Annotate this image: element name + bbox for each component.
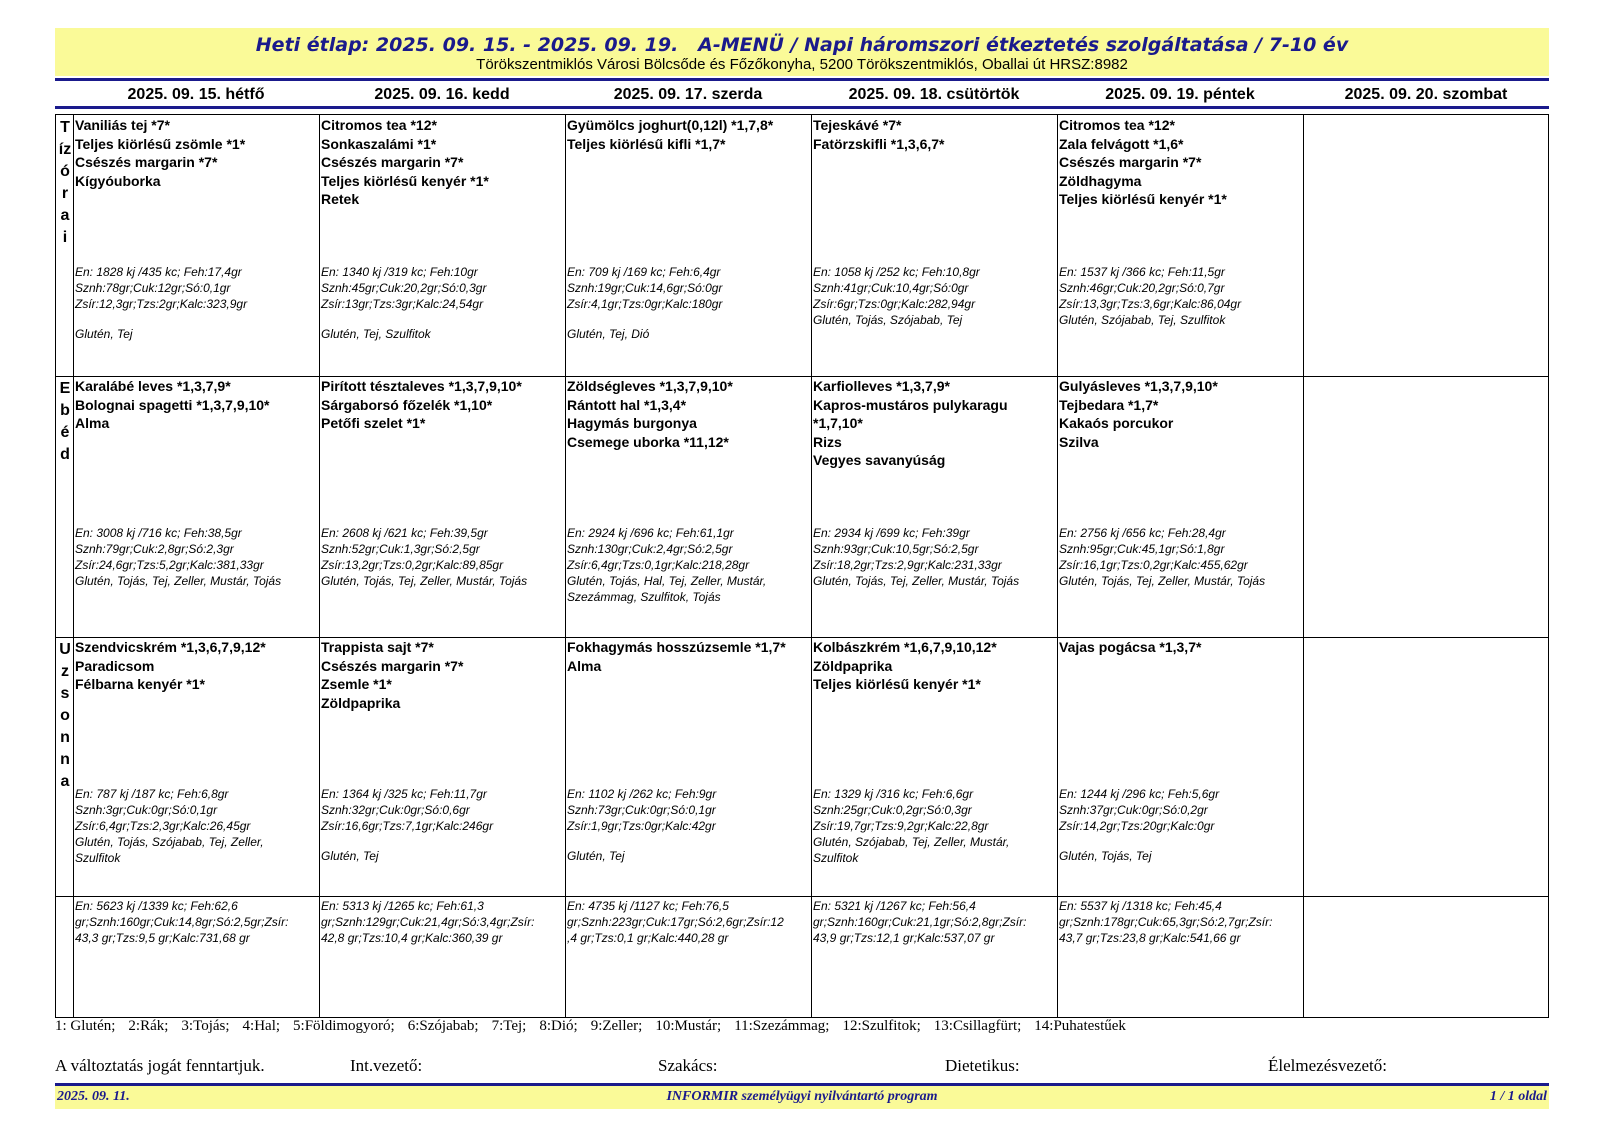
food-item: Teljes kiörlésű zsömle *1* <box>75 135 246 152</box>
nutrition-line: Sznh:32gr;Cuk:0gr;Só:0,6gr <box>321 803 470 817</box>
allergen-line: Glutén, Tej <box>75 327 133 341</box>
nutrition-line: En: 1244 kj /296 kc; Feh:5,6gr <box>1059 787 1220 801</box>
program-name: INFORMIR személyügyi nyilvántartó program <box>666 1089 938 1104</box>
nutrition-line: Sznh:93gr;Cuk:10,5gr;Só:2,5gr <box>813 542 979 556</box>
food-items <box>75 116 318 190</box>
food-item: Szilva <box>1059 433 1099 450</box>
food-item: Pirított tésztaleves *1,3,7,9,10* <box>321 378 522 394</box>
meal-label-letter: n <box>60 751 70 768</box>
allergen-legend-item: 9:Zeller; <box>590 1018 643 1034</box>
allergen-legend-item: 11:Szezámmag; <box>734 1018 830 1034</box>
daily-total-line: En: 4735 kj /1127 kc; Feh:76,5 <box>567 899 729 913</box>
food-item: Vajas pogácsa *1,3,7* <box>1059 639 1202 655</box>
nutrition-line: En: 787 kj /187 kc; Feh:6,8gr <box>75 787 229 801</box>
menu-cell <box>1059 638 1302 895</box>
allergen-line: Glutén, Tej <box>567 849 625 863</box>
food-item: Bolognai spagetti *1,3,7,9,10* <box>75 396 270 413</box>
food-items <box>813 638 1056 694</box>
signature-szakacs: Szakács: <box>658 1056 718 1075</box>
allergen-line: Glutén, Tojás, Tej <box>1059 849 1152 863</box>
day-header: 2025. 09. 15. hétfő <box>127 86 265 103</box>
nutrition-line: Sznh:79gr;Cuk:2,8gr;Só:2,3gr <box>75 542 234 556</box>
nutrition-line: En: 1058 kj /252 kc; Feh:10,8gr <box>813 265 980 279</box>
nutrition-line: Zsír:14,2gr;Tzs:20gr;Kalc:0gr <box>1059 819 1215 833</box>
nutrition-info <box>567 525 766 605</box>
food-item: Rizs <box>813 433 842 450</box>
meal-label-letter: r <box>61 185 69 202</box>
food-item: Fatörzskifli *1,3,6,7* <box>813 135 945 152</box>
header-divider <box>55 78 1549 81</box>
nutrition-info <box>75 786 264 866</box>
meal-label <box>56 117 74 249</box>
nutrition-line: Sznh:73gr;Cuk:0gr;Só:0,1gr <box>567 803 716 817</box>
meal-label-letter: U <box>59 641 71 658</box>
meal-label-letter: d <box>60 446 70 463</box>
allergen-line: Szulfitok <box>813 851 859 865</box>
food-items <box>813 116 1056 153</box>
nutrition-line: Sznh:25gr;Cuk:0,2gr;Só:0,3gr <box>813 803 972 817</box>
day-header: 2025. 09. 18. csütörtök <box>848 86 1020 103</box>
allergen-line: Glutén, Tojás, Hal, Tej, Zeller, Mustár, <box>567 574 767 588</box>
nutrition-info <box>813 525 1019 589</box>
food-items <box>321 116 564 209</box>
nutrition-line: Sznh:130gr;Cuk:2,4gr;Só:2,5gr <box>567 542 733 556</box>
nutrition-line: En: 2934 kj /699 kc; Feh:39gr <box>813 526 970 540</box>
nutrition-line: Sznh:52gr;Cuk:1,3gr;Só:2,5gr <box>321 542 480 556</box>
nutrition-line: Zsír:19,7gr;Tzs:9,2gr;Kalc:22,8gr <box>813 819 989 833</box>
nutrition-line: En: 1102 kj /262 kc; Feh:9gr <box>567 787 717 801</box>
menu-cell <box>1305 116 1548 375</box>
food-item: Zöldpaprika <box>813 657 893 674</box>
nutrition-line: Sznh:19gr;Cuk:14,6gr;Só:0gr <box>567 281 723 295</box>
daily-total <box>321 898 564 946</box>
nutrition-line: Sznh:3gr;Cuk:0gr;Só:0,1gr <box>75 803 218 817</box>
food-items <box>321 377 564 433</box>
allergen-line: Szezámmag, Szulfitok, Tojás <box>567 590 721 604</box>
food-item: *1,7,10* <box>813 415 863 431</box>
page-number: 1 / 1 oldal <box>1489 1089 1547 1104</box>
signature-int-vezeto: Int.vezető: <box>350 1056 423 1075</box>
nutrition-line: En: 709 kj /169 kc; Feh:6,4gr <box>567 265 721 279</box>
nutrition-line: Sznh:41gr;Cuk:10,4gr;Só:0gr <box>813 281 969 295</box>
food-item: Zsemle *1* <box>321 676 392 692</box>
allergen-line: Glutén, Tojás, Tej, Zeller, Mustár, Tojás <box>813 574 1020 588</box>
column-divider <box>565 115 566 1017</box>
food-item: Rántott hal *1,3,4* <box>567 396 687 413</box>
food-item: Zala felvágott *1,6* <box>1059 135 1184 152</box>
food-item: Teljes kiörlésű kifli *1,7* <box>567 135 726 152</box>
nutrition-line: Sznh:37gr;Cuk:0gr;Só:0,2gr <box>1059 803 1208 817</box>
food-item: Teljes kiörlésű kenyér *1* <box>321 172 489 189</box>
food-items <box>1059 638 1302 657</box>
food-item: Sonkaszalámi *1* <box>321 135 437 152</box>
allergen-line: Szulfitok <box>75 851 121 865</box>
nutrition-line: Sznh:78gr;Cuk:12gr;Só:0,1gr <box>75 281 231 295</box>
food-item: Vaniliás tej *7* <box>75 117 170 133</box>
daily-total <box>567 898 810 946</box>
nutrition-line: Zsír:16,6gr;Tzs:7,1gr;Kalc:246gr <box>321 819 494 833</box>
food-items <box>1059 377 1302 451</box>
food-item: Gyümölcs joghurt(0,12l) *1,7,8* <box>567 117 774 133</box>
nutrition-info <box>321 525 527 589</box>
food-item: Retek <box>321 191 360 207</box>
food-item: Hagymás burgonya <box>567 415 697 431</box>
page-header <box>55 28 1549 76</box>
allergen-line: Glutén, Szójabab, Tej, Szulfitok <box>1059 313 1226 327</box>
meal-label-letter: E <box>59 380 71 397</box>
nutrition-line: Sznh:46gr;Cuk:20,2gr;Só:0,7gr <box>1059 281 1225 295</box>
meal-label-letter: íz <box>58 141 72 158</box>
food-item: Csemege uborka *11,12* <box>567 433 729 450</box>
daily-total-line: gr;Sznh:160gr;Cuk:14,8gr;Só:2,5gr;Zsír: <box>75 915 289 929</box>
menu-cell <box>567 377 810 636</box>
food-item: Paradicsom <box>75 657 155 674</box>
nutrition-info <box>567 264 722 342</box>
nutrition-info <box>75 525 281 589</box>
nutrition-line: Zsír:6,4gr;Tzs:0,1gr;Kalc:218,28gr <box>567 558 750 572</box>
allergen-legend-item: 10:Mustár; <box>655 1018 722 1034</box>
daily-total-line: En: 5321 kj /1267 kc; Feh:56,4 <box>813 899 976 913</box>
menu-cell <box>75 638 318 895</box>
allergen-line: Glutén, Tojás, Tej, Zeller, Mustár, Tojás <box>321 574 528 588</box>
allergen-line: Glutén, Tojás, Tej, Zeller, Mustár, Tojás <box>75 574 282 588</box>
food-item: Citromos tea *12* <box>321 117 437 133</box>
daily-total-line: gr;Sznh:223gr;Cuk:17gr;Só:2,6gr;Zsír:12 <box>567 915 784 929</box>
nutrition-line: Zsír:13gr;Tzs:3gr;Kalc:24,54gr <box>321 297 484 311</box>
meal-label-letter: i <box>62 229 68 246</box>
meal-label <box>56 639 74 793</box>
daily-total <box>1059 898 1302 946</box>
day-header: 2025. 09. 16. kedd <box>374 86 510 103</box>
food-item: Teljes kiörlésű kenyér *1* <box>813 676 981 692</box>
food-item: Kakaós porcukor <box>1059 415 1174 431</box>
food-item: Teljes kiörlésű kenyér *1* <box>1059 191 1227 207</box>
nutrition-line: Zsír:12,3gr;Tzs:2gr;Kalc:323,9gr <box>75 297 248 311</box>
day-header-row <box>55 84 1549 106</box>
spacer <box>1059 834 1219 848</box>
spacer <box>567 834 716 848</box>
allergen-legend-item: 12:Szulfitok; <box>842 1018 921 1034</box>
food-item: Zöldpaprika <box>321 694 401 711</box>
menu-cell <box>1059 116 1302 375</box>
nutrition-info <box>1059 264 1241 328</box>
food-items <box>1059 116 1302 209</box>
nutrition-line: En: 2924 kj /696 kc; Feh:61,1gr <box>567 526 734 540</box>
food-item: Trappista sajt *7* <box>321 639 434 655</box>
food-item: Tejeskávé *7* <box>813 117 902 133</box>
allergen-legend-item: 7:Tej; <box>491 1018 527 1034</box>
daily-total <box>75 898 318 946</box>
food-item: Félbarna kenyér *1* <box>75 676 205 692</box>
column-divider <box>319 115 320 1017</box>
meal-label-letter: a <box>60 773 70 790</box>
daily-total-line: 43,7 gr;Tzs:23,8 gr;Kalc:541,66 gr <box>1059 931 1241 945</box>
nutrition-line: En: 2608 kj /621 kc; Feh:39,5gr <box>321 526 488 540</box>
spacer <box>567 312 722 326</box>
food-items <box>567 638 810 675</box>
nutrition-line: Sznh:95gr;Cuk:45,1gr;Só:1,8gr <box>1059 542 1225 556</box>
menu-cell <box>321 377 564 636</box>
menu-cell <box>321 638 564 895</box>
food-item: Csészés margarin *7* <box>75 154 218 170</box>
food-items <box>567 377 810 451</box>
meal-label-letter: z <box>61 663 69 680</box>
allergen-line: Glutén, Tej, Szulfitok <box>321 327 431 341</box>
food-item: Szendvicskrém *1,3,6,7,9,12* <box>75 639 266 655</box>
allergen-legend-item: 2:Rák; <box>128 1018 169 1034</box>
food-item: Citromos tea *12* <box>1059 117 1175 133</box>
daily-total-line: En: 5623 kj /1339 kc; Feh:62,6 <box>75 899 238 913</box>
spacer <box>321 834 493 848</box>
nutrition-line: En: 1340 kj /319 kc; Feh:10gr <box>321 265 478 279</box>
column-divider <box>1303 115 1304 1017</box>
menu-table <box>55 114 1549 1018</box>
nutrition-info <box>75 264 247 342</box>
daily-total-line: 43,3 gr;Tzs:9,5 gr;Kalc:731,68 gr <box>75 931 250 945</box>
menu-cell <box>75 377 318 636</box>
meal-label-letter: o <box>60 707 70 724</box>
food-item: Zöldségleves *1,3,7,9,10* <box>567 378 733 394</box>
daily-total-line: ,4 gr;Tzs:0,1 gr;Kalc:440,28 gr <box>567 931 729 945</box>
allergen-legend-item: 13:Csillagfürt; <box>933 1018 1022 1034</box>
food-item: Kígyóuborka <box>75 172 161 189</box>
signature-dietetikus: Dietetikus: <box>945 1056 1020 1075</box>
food-item: Vegyes savanyúság <box>813 452 946 468</box>
daily-total-line: En: 5537 kj /1318 kc; Feh:45,4 <box>1059 899 1222 913</box>
allergen-line: Glutén, Tojás, Szójabab, Tej <box>813 313 963 327</box>
daily-total-line: En: 5313 kj /1265 kc; Feh:61,3 <box>321 899 484 913</box>
nutrition-info <box>813 786 1009 866</box>
meal-label-letter: b <box>60 402 70 419</box>
daily-total <box>813 898 1056 946</box>
food-item: Kolbászkrém *1,6,7,9,10,12* <box>813 639 997 655</box>
menu-cell <box>321 116 564 375</box>
nutrition-line: En: 1329 kj /316 kc; Feh:6,6gr <box>813 787 974 801</box>
meal-label-letter: a <box>60 207 70 224</box>
day-header: 2025. 09. 19. péntek <box>1105 86 1255 103</box>
food-item: Sárgaborsó főzelék *1,10* <box>321 396 493 413</box>
allergen-line: Glutén, Tej, Dió <box>567 327 650 341</box>
nutrition-line: Zsír:13,2gr;Tzs:0,2gr;Kalc:89,85gr <box>321 558 504 572</box>
nutrition-line: En: 3008 kj /716 kc; Feh:38,5gr <box>75 526 242 540</box>
nutrition-line: Zsír:13,3gr;Tzs:3,6gr;Kalc:86,04gr <box>1059 297 1242 311</box>
allergen-line: Glutén, Tojás, Tej, Zeller, Mustár, Tojás <box>1059 574 1266 588</box>
allergen-line: Glutén, Szójabab, Tej, Zeller, Mustár, <box>813 835 1010 849</box>
meal-label-letter: n <box>60 729 70 746</box>
menu-cell <box>1305 638 1548 895</box>
menu-cell <box>567 116 810 375</box>
menu-cell <box>567 638 810 895</box>
food-item: Gulyásleves *1,3,7,9,10* <box>1059 378 1218 394</box>
spacer <box>321 312 486 326</box>
nutrition-line: Zsír:16,1gr;Tzs:0,2gr;Kalc:455,62gr <box>1059 558 1248 572</box>
column-divider <box>811 115 812 1017</box>
allergen-legend-item: 5:Földimogyoró; <box>293 1018 395 1034</box>
nutrition-line: Zsír:1,9gr;Tzs:0gr;Kalc:42gr <box>567 819 716 833</box>
meal-label-letter: é <box>60 424 70 441</box>
menu-cell <box>813 377 1056 636</box>
food-item: Tejbedara *1,7* <box>1059 396 1159 413</box>
nutrition-line: En: 1364 kj /325 kc; Feh:11,7gr <box>321 787 487 801</box>
daily-total-line: gr;Sznh:160gr;Cuk:21,1gr;Só:2,8gr;Zsír: <box>813 915 1027 929</box>
day-divider <box>55 106 1549 109</box>
column-divider <box>73 115 74 1017</box>
menu-cell <box>813 638 1056 895</box>
nutrition-info <box>1059 786 1219 864</box>
spacer <box>75 312 247 326</box>
disclaimer-note: A változtatás jogát fenntartjuk. <box>55 1056 265 1075</box>
nutrition-line: Zsír:6gr;Tzs:0gr;Kalc:282,94gr <box>813 297 976 311</box>
food-item: Alma <box>75 415 110 431</box>
allergen-legend <box>55 1018 1549 1035</box>
daily-total-line: gr;Sznh:129gr;Cuk:21,4gr;Só:3,4gr;Zsír: <box>321 915 535 929</box>
nutrition-line: Sznh:45gr;Cuk:20,2gr;Só:0,3gr <box>321 281 487 295</box>
allergen-legend-item: 6:Szójabab; <box>407 1018 479 1034</box>
signature-elelmezesvezeto: Élelmezésvezető: <box>1268 1056 1387 1075</box>
food-item: Karfiolleves *1,3,7,9* <box>813 378 950 394</box>
food-item: Fokhagymás hosszúzsemle *1,7* <box>567 639 786 655</box>
allergen-legend-item: 8:Dió; <box>539 1018 578 1034</box>
food-item: Petőfi szelet *1* <box>321 415 426 431</box>
nutrition-line: Zsír:24,6gr;Tzs:5,2gr;Kalc:381,33gr <box>75 558 264 572</box>
meal-label-letter: ó <box>60 163 70 180</box>
food-items <box>75 377 318 433</box>
daily-total-line: gr;Sznh:178gr;Cuk:65,3gr;Só:2,7gr;Zsír: <box>1059 915 1273 929</box>
nutrition-line: En: 1828 kj /435 kc; Feh:17,4gr <box>75 265 242 279</box>
row-divider <box>56 896 1548 897</box>
day-header: 2025. 09. 17. szerda <box>613 86 763 103</box>
nutrition-info <box>321 264 486 342</box>
meal-label-letter: s <box>60 685 70 702</box>
food-item: Csészés margarin *7* <box>321 154 464 170</box>
menu-cell <box>813 116 1056 375</box>
page-footer <box>55 1086 1549 1109</box>
daily-total-line: 43,9 gr;Tzs:12,1 gr;Kalc:537,07 gr <box>813 931 995 945</box>
menu-cell <box>1305 377 1548 636</box>
print-date: 2025. 09. 11. <box>57 1089 130 1104</box>
nutrition-line: En: 2756 kj /656 kc; Feh:28,4gr <box>1059 526 1226 540</box>
nutrition-line: En: 1537 kj /366 kc; Feh:11,5gr <box>1059 265 1225 279</box>
allergen-legend-item: 14:Puhatestűek <box>1034 1018 1126 1034</box>
nutrition-line: Zsír:4,1gr;Tzs:0gr;Kalc:180gr <box>567 297 723 311</box>
nutrition-info <box>813 264 980 328</box>
food-item: Karalábé leves *1,3,7,9* <box>75 378 231 394</box>
food-item: Csészés margarin *7* <box>321 657 464 674</box>
food-items <box>813 377 1056 470</box>
food-items <box>567 116 810 153</box>
allergen-legend-item: 4:Hal; <box>242 1018 281 1034</box>
food-item: Csészés margarin *7* <box>1059 154 1202 170</box>
food-item: Zöldhagyma <box>1059 172 1142 189</box>
meal-label-letter: T <box>60 119 70 136</box>
column-divider <box>1057 115 1058 1017</box>
menu-cell <box>75 116 318 375</box>
food-items <box>321 638 564 712</box>
food-items <box>75 638 318 694</box>
food-item: Kapros-mustáros pulykaragu <box>813 396 1008 413</box>
allergen-line: Glutén, Tej <box>321 849 379 863</box>
menu-title: Heti étlap: 2025. 09. 15. - 2025. 09. 19. A-MENÜ / Napi háromszori étkeztetés szolgáltatása / 7-10 év <box>255 34 1349 56</box>
food-item: Alma <box>567 657 602 674</box>
nutrition-line: Zsír:18,2gr;Tzs:2,9gr;Kalc:231,33gr <box>813 558 1002 572</box>
allergen-line: Glutén, Tojás, Szójabab, Tej, Zeller, <box>75 835 264 849</box>
daily-total-line: 42,8 gr;Tzs:10,4 gr;Kalc:360,39 gr <box>321 931 503 945</box>
nutrition-info <box>321 786 493 864</box>
allergen-legend-item: 1: Glutén; <box>55 1018 116 1034</box>
nutrition-info <box>567 786 716 864</box>
allergen-legend-item: 3:Tojás; <box>181 1018 230 1034</box>
day-header: 2025. 09. 20. szombat <box>1344 86 1508 103</box>
nutrition-info <box>1059 525 1265 589</box>
nutrition-line: Zsír:6,4gr;Tzs:2,3gr;Kalc:26,45gr <box>75 819 251 833</box>
menu-cell <box>1059 377 1302 636</box>
institution-address: Törökszentmiklós Városi Bölcsőde és Főzőkonyha, 5200 Törökszentmiklós, Oballai út HRSZ:8982 <box>476 56 1128 73</box>
meal-label <box>56 378 74 466</box>
